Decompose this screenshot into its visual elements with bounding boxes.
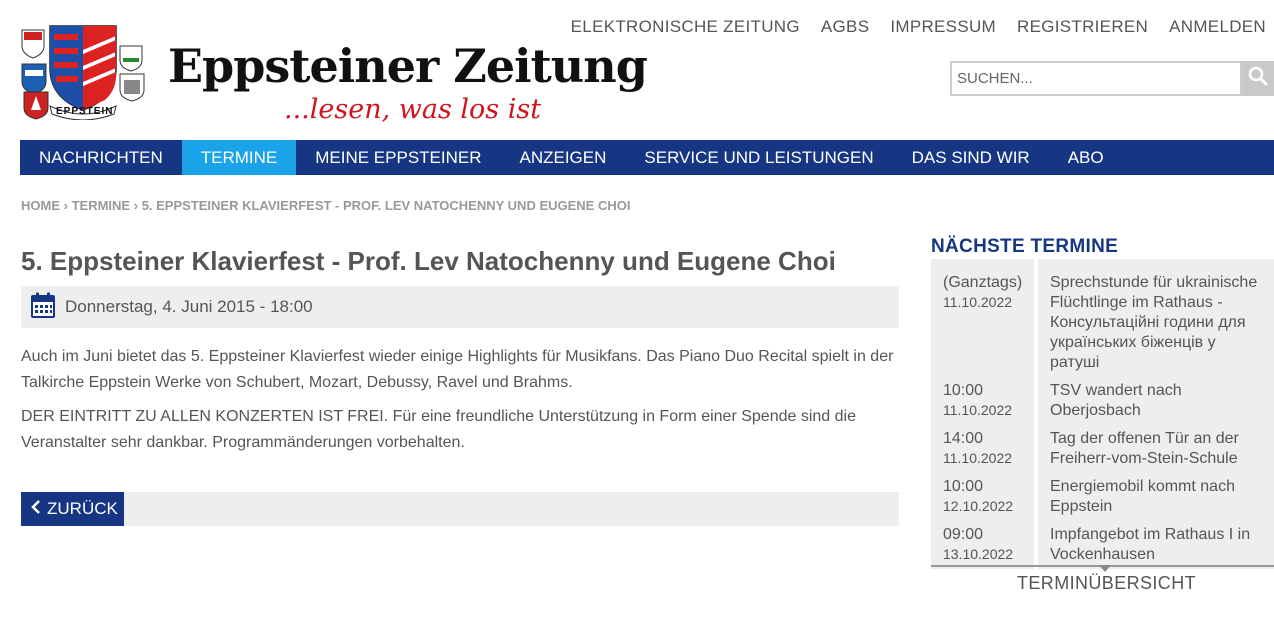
- event-day: 11.10.2022: [943, 402, 1013, 418]
- event-item[interactable]: [931, 521, 1274, 569]
- event-title[interactable]: Energiemobil kommt nach Eppstein: [1038, 473, 1274, 521]
- breadcrumb-separator: ›: [63, 198, 68, 213]
- breadcrumb-home[interactable]: HOME: [21, 198, 60, 213]
- masthead[interactable]: [168, 39, 647, 125]
- top-link-impressum[interactable]: IMPRESSUM: [890, 17, 996, 36]
- event-title[interactable]: Tag der offenen Tür an der Freiherr-vom-Stein-Schule: [1038, 425, 1274, 473]
- search-button[interactable]: [1242, 61, 1274, 96]
- event-item[interactable]: [931, 473, 1274, 521]
- event-title[interactable]: Sprechstunde für ukrainische Flüchtlinge im Rathaus - Консультаційні години для українських біженців у ратуші: [1038, 259, 1274, 377]
- event-when: [931, 259, 1038, 377]
- breadcrumb-separator: ›: [133, 198, 139, 213]
- event-day: 13.10.2022: [943, 546, 1014, 562]
- breadcrumb-current: 5. EPPSTEINER KLAVIERFEST - PROF. LEV NATOCHENNY UND EUGENE CHOI: [141, 198, 631, 213]
- event-time: 10:00: [943, 478, 984, 495]
- top-link-agbs[interactable]: AGBS: [820, 17, 870, 36]
- caret-down-icon: [1099, 565, 1111, 572]
- event-time: 10:00: [943, 382, 984, 399]
- event-date: Donnerstag, 4. Juni 2015 - 18:00: [65, 297, 313, 316]
- event-overview-link[interactable]: TERMINÜBERSICHT: [1017, 573, 1197, 593]
- article-paragraph: Auch im Juni bietet das 5. Eppsteiner Klavierfest wieder einige Highlights für Musikfans. Das Piano Duo Recital spielt in der Talkirche Eppstein Werke von Schubert, Mozart, Debussy, Ravel und Brahms.: [21, 348, 894, 391]
- top-link-registrieren[interactable]: REGISTRIEREN: [1017, 17, 1149, 36]
- event-day: 11.10.2022: [943, 294, 1013, 310]
- calendar-icon: [31, 292, 55, 323]
- crest-caption: EPPSTEIN: [56, 106, 114, 117]
- nav-item-meine-eppsteiner[interactable]: MEINE EPPSTEINER: [315, 148, 482, 167]
- event-when: [931, 425, 1038, 473]
- search-form: [950, 61, 1274, 96]
- event-title[interactable]: Impfangebot im Rathaus I in Vockenhausen: [1038, 521, 1274, 569]
- breadcrumb: [21, 198, 630, 213]
- top-links: [571, 16, 1266, 38]
- event-item[interactable]: [931, 259, 1274, 377]
- masthead-title: Eppsteiner Zeitung: [168, 39, 647, 93]
- event-time: 14:00: [943, 430, 984, 447]
- nav-item-anzeigen[interactable]: ANZEIGEN: [519, 148, 607, 167]
- event-time: 09:00: [943, 526, 984, 543]
- event-title[interactable]: TSV wandert nach Oberjosbach: [1038, 377, 1274, 425]
- event-when: [931, 377, 1038, 425]
- nav-item-nachrichten[interactable]: NACHRICHTEN: [39, 148, 163, 167]
- chevron-left-icon: [31, 499, 41, 519]
- sidebar-divider: [931, 565, 1274, 567]
- back-button[interactable]: [21, 492, 124, 526]
- article-body: [21, 344, 901, 464]
- nav-item-service-und-leistungen[interactable]: SERVICE UND LEISTUNGEN: [644, 148, 874, 167]
- event-day: 12.10.2022: [943, 498, 1014, 514]
- nav-item-das-sind-wir[interactable]: DAS SIND WIR: [911, 148, 1030, 167]
- event-item[interactable]: [931, 425, 1274, 473]
- event-time: (Ganztags): [943, 274, 1023, 291]
- top-link-anmelden[interactable]: ANMELDEN: [1169, 17, 1266, 36]
- event-when: [931, 473, 1038, 521]
- breadcrumb-termine[interactable]: TERMINE: [71, 198, 131, 213]
- search-icon: [1248, 66, 1268, 91]
- article-paragraph: DER EINTRITT ZU ALLEN KONZERTEN IST FREI. Für eine freundliche Unterstützung in Form einer Spende sind die Veranstalter sehr dankbar. Programmänderungen vorbehalten.: [21, 408, 856, 451]
- search-input[interactable]: [950, 61, 1242, 96]
- nav-item-termine[interactable]: TERMINE: [182, 140, 297, 175]
- main-navigation: [20, 140, 1274, 175]
- event-item[interactable]: [931, 377, 1274, 425]
- coat-of-arms-logo[interactable]: [20, 24, 146, 120]
- sidebar-title: NÄCHSTE TERMINE: [931, 236, 1119, 257]
- event-when: [931, 521, 1038, 569]
- upcoming-events-list: [931, 259, 1274, 569]
- page-title: 5. Eppsteiner Klavierfest - Prof. Lev Natochenny und Eugene Choi: [21, 246, 836, 276]
- back-button-label: ZURÜCK: [47, 499, 118, 518]
- nav-item-abo[interactable]: ABO: [1067, 148, 1104, 167]
- event-date-bar: [21, 286, 899, 328]
- masthead-slogan: ...lesen, was los ist: [284, 94, 542, 125]
- back-bar: [21, 492, 899, 526]
- event-day: 11.10.2022: [943, 450, 1013, 466]
- top-link-elektronische-zeitung[interactable]: ELEKTRONISCHE ZEITUNG: [570, 17, 800, 36]
